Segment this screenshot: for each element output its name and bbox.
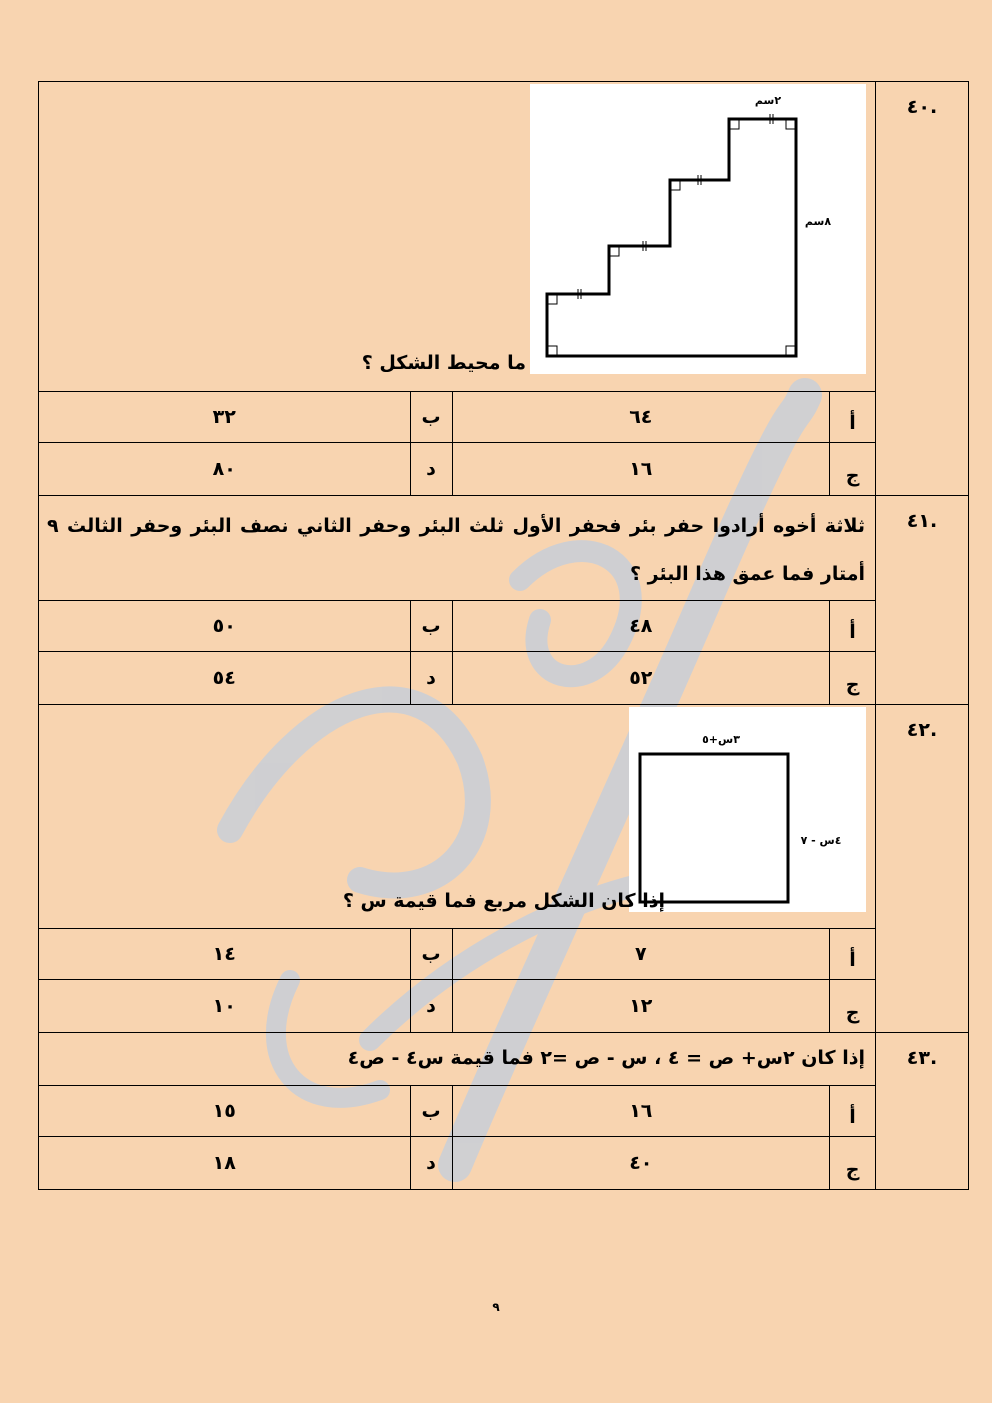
question-text: إذا كان ٢س+ ص = ٤ ، س - ص =٢ فما قيمة س٤ - ص٤	[347, 1047, 865, 1069]
option-d-value[interactable]: ٨٠	[39, 443, 411, 495]
option-a-value[interactable]: ٤٨	[453, 601, 831, 651]
page-number: ٩	[492, 1300, 500, 1314]
option-b-value[interactable]: ١٤	[39, 929, 411, 979]
question-stem	[39, 1033, 875, 1086]
option-c-value[interactable]: ٥٢	[453, 652, 831, 704]
question-42	[39, 705, 968, 1033]
question-text: ما محيط الشكل ؟	[361, 352, 526, 374]
option-b-letter: ب	[411, 392, 453, 442]
option-d-letter: د	[411, 1137, 453, 1189]
options-row	[39, 443, 875, 495]
question-text: ثلاثة أخوه أرادوا حفر بئر فحفر الأول ثلث البئر وحفر الثاني نصف البئر وحفر الثالث ٩ أمتار فما عمق هذا البئر ؟	[47, 515, 865, 585]
option-c-value[interactable]: ٤٠	[453, 1137, 831, 1189]
option-d-value[interactable]: ٥٤	[39, 652, 411, 704]
option-b-value[interactable]: ٥٠	[39, 601, 411, 651]
options-row	[39, 980, 875, 1032]
option-b-letter: ب	[411, 1086, 453, 1136]
question-number: .٤٠	[906, 96, 938, 118]
question-stem	[39, 496, 875, 601]
option-a-letter: أ	[849, 412, 856, 434]
option-b-letter: ب	[411, 929, 453, 979]
option-c-letter: ج	[845, 674, 860, 696]
options-row	[39, 1086, 875, 1137]
figure-side-label: ٨سم	[804, 215, 832, 228]
option-d-letter: د	[411, 443, 453, 495]
question-number: .٤١	[906, 510, 938, 532]
question-number: .٤٢	[906, 719, 938, 741]
option-a-letter: أ	[849, 621, 856, 643]
question-stem	[39, 705, 875, 929]
figure-side-label: ٤س - ٧	[800, 834, 842, 847]
question-table	[38, 81, 969, 1190]
option-c-value[interactable]: ١٢	[453, 980, 831, 1032]
options-row	[39, 652, 875, 704]
option-d-letter: د	[411, 980, 453, 1032]
options-row	[39, 1137, 875, 1189]
figure-top-label: ٢سم	[754, 94, 782, 107]
question-stem	[39, 82, 875, 392]
question-41	[39, 496, 968, 705]
question-40	[39, 82, 968, 496]
option-c-letter: ج	[845, 1159, 860, 1181]
square-figure	[629, 707, 866, 912]
option-c-value[interactable]: ١٦	[453, 443, 831, 495]
options-row	[39, 392, 875, 443]
option-b-value[interactable]: ١٥	[39, 1086, 411, 1136]
option-a-value[interactable]: ٦٤	[453, 392, 831, 442]
question-43	[39, 1033, 968, 1189]
question-number: .٤٣	[906, 1047, 938, 1069]
options-row	[39, 601, 875, 652]
options-row	[39, 929, 875, 980]
question-text: إذا كان الشكل مربع فما قيمة س ؟	[342, 890, 665, 912]
option-a-value[interactable]: ١٦	[453, 1086, 831, 1136]
option-a-value[interactable]: ٧	[453, 929, 831, 979]
option-b-value[interactable]: ٣٢	[39, 392, 411, 442]
option-d-value[interactable]: ١٨	[39, 1137, 411, 1189]
option-b-letter: ب	[411, 601, 453, 651]
option-a-letter: أ	[849, 1106, 856, 1128]
option-d-letter: د	[411, 652, 453, 704]
option-c-letter: ج	[845, 465, 860, 487]
figure-top-label: ٣س+٥	[702, 733, 740, 746]
staircase-figure	[530, 84, 866, 374]
option-d-value[interactable]: ١٠	[39, 980, 411, 1032]
option-a-letter: أ	[849, 949, 856, 971]
option-c-letter: ج	[845, 1002, 860, 1024]
